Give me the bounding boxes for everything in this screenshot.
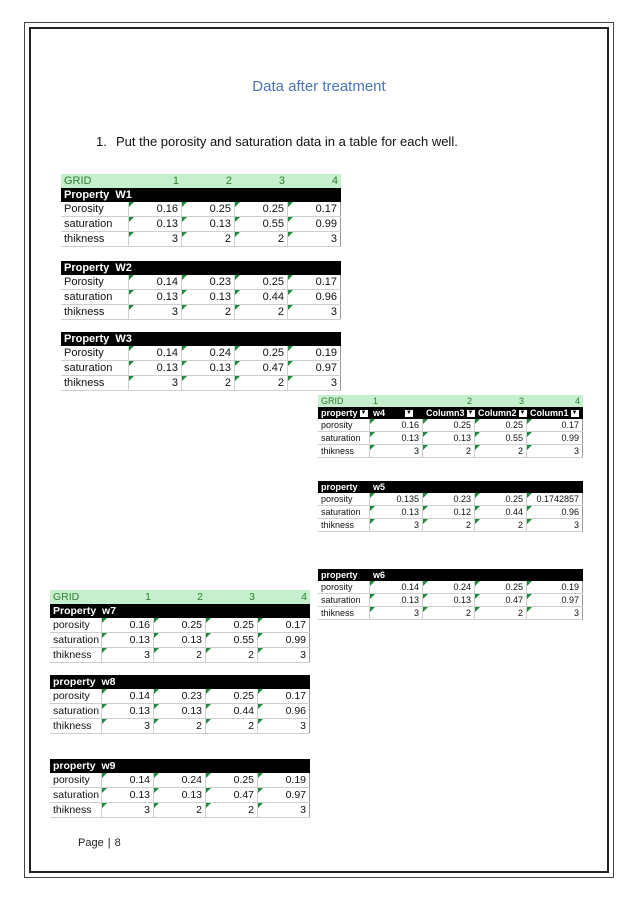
header-cell[interactable]: Column1 ▼	[530, 408, 578, 418]
table-cell: 0.25	[206, 689, 258, 703]
table-cell: 0.25	[235, 202, 288, 216]
table-row	[50, 704, 310, 719]
row-label: Porosity	[61, 346, 129, 360]
grid-col: 1	[373, 396, 379, 406]
table-cell: 0.16	[102, 618, 154, 632]
table-header-row	[50, 759, 310, 773]
table-cell: 0.13	[182, 290, 235, 304]
table-cell: 2	[206, 803, 258, 817]
table-cell: 0.97	[258, 788, 310, 802]
table-header-row	[61, 332, 341, 346]
table-row	[318, 581, 583, 594]
table-w9	[50, 759, 310, 818]
table-cell: 0.17	[288, 202, 341, 216]
table-w4	[318, 395, 583, 458]
table-header-row	[318, 481, 583, 493]
table-cell: 0.25	[235, 275, 288, 289]
table-cell: 0.25	[423, 419, 475, 431]
table-row	[318, 445, 583, 458]
table-row	[61, 217, 341, 232]
header-cell: w5	[373, 482, 386, 492]
list-number: 1.	[96, 134, 107, 149]
table-header-row	[318, 569, 583, 581]
header-cell: Property w7	[53, 605, 117, 617]
table-cell: 2	[206, 648, 258, 662]
table-cell: 0.13	[154, 633, 206, 647]
table-cell: 0.13	[370, 432, 423, 444]
table-cell: 0.14	[102, 689, 154, 703]
table-cell: 0.13	[182, 361, 235, 375]
table-cell: 0.13	[154, 788, 206, 802]
table-cell: 0.24	[154, 773, 206, 787]
table-cell: 2	[475, 519, 527, 531]
filter-dropdown-icon[interactable]: ▼	[360, 410, 367, 417]
grid-col: 2	[197, 591, 203, 603]
table-row	[50, 719, 310, 734]
table-cell: 0.55	[206, 633, 258, 647]
table-cell: 3	[527, 607, 583, 619]
table-row	[61, 202, 341, 217]
table-cell: 3	[288, 232, 341, 246]
table-row	[61, 290, 341, 305]
table-cell: 2	[475, 607, 527, 619]
header-cell: Property W1	[64, 189, 132, 201]
table-cell: 0.17	[258, 689, 310, 703]
table-cell: 2	[423, 519, 475, 531]
table-row	[50, 803, 310, 818]
table-cell: 0.13	[370, 594, 423, 606]
header-cell: Property W3	[64, 333, 132, 345]
table-cell: 0.55	[475, 432, 527, 444]
table-cell: 0.14	[129, 346, 182, 360]
row-label: porosity	[318, 493, 370, 505]
table-cell: 2	[154, 719, 206, 733]
table-cell: 0.13	[423, 432, 475, 444]
table-cell: 2	[206, 719, 258, 733]
row-label: saturation	[50, 633, 102, 647]
row-label: saturation	[61, 290, 129, 304]
row-label: porosity	[50, 618, 102, 632]
table-header-row	[61, 188, 341, 202]
table-row	[318, 594, 583, 607]
table-cell: 0.17	[258, 618, 310, 632]
table-row	[318, 432, 583, 445]
table-row	[50, 648, 310, 663]
page-label: Page	[78, 837, 104, 849]
table-row	[61, 346, 341, 361]
table-cell: 0.19	[258, 773, 310, 787]
table-cell: 3	[370, 445, 423, 457]
table-cell: 0.97	[527, 594, 583, 606]
table-cell: 0.23	[154, 689, 206, 703]
table-cell: 0.25	[475, 419, 527, 431]
table-cell: 2	[182, 376, 235, 390]
table-cell: 0.96	[288, 290, 341, 304]
table-row	[318, 493, 583, 506]
row-label: porosity	[50, 689, 102, 703]
grid-col: 2	[225, 175, 232, 187]
table-cell: 0.96	[258, 704, 310, 718]
table-row	[61, 376, 341, 391]
table-w7	[50, 590, 310, 663]
table-cell: 3	[288, 305, 341, 319]
table-cell: 0.13	[102, 633, 154, 647]
table-cell: 0.13	[182, 217, 235, 231]
table-cell: 0.23	[423, 493, 475, 505]
grid-col: 2	[466, 396, 472, 406]
header-cell	[129, 261, 341, 275]
table-cell: 3	[102, 648, 154, 662]
table-cell: 0.16	[129, 202, 182, 216]
table-cell: 3	[288, 376, 341, 390]
section-heading: Data after treatment	[252, 78, 386, 95]
table-cell: 3	[129, 376, 182, 390]
table-cell: 0.19	[527, 581, 583, 593]
row-label: thikness	[318, 607, 370, 619]
table-cell: 0.25	[475, 493, 527, 505]
table-row	[50, 618, 310, 633]
grid-col: 1	[172, 175, 179, 187]
row-label: saturation	[50, 788, 102, 802]
table-cell: 3	[102, 803, 154, 817]
table-cell: 3	[258, 803, 310, 817]
table-row	[318, 519, 583, 532]
table-cell: 2	[182, 305, 235, 319]
table-cell: 0.99	[288, 217, 341, 231]
table-cell: 0.96	[527, 506, 583, 518]
table-w8	[50, 675, 310, 734]
header-cell	[129, 188, 341, 202]
grid-header-row	[318, 395, 583, 407]
header-cell: property	[321, 570, 358, 580]
table-cell: 2	[423, 445, 475, 457]
table-cell: 0.12	[423, 506, 475, 518]
table-row	[50, 788, 310, 803]
table-cell: 0.25	[206, 773, 258, 787]
row-label: saturation	[61, 361, 129, 375]
grid-label: GRID	[53, 591, 80, 603]
row-label: porosity	[50, 773, 102, 787]
table-cell: 0.16	[370, 419, 423, 431]
table-cell: 0.44	[475, 506, 527, 518]
row-label: porosity	[318, 581, 370, 593]
table-cell: 0.55	[235, 217, 288, 231]
table-cell: 0.17	[527, 419, 583, 431]
table-w5	[318, 481, 583, 532]
table-cell: 0.19	[288, 346, 341, 360]
row-label: thikness	[318, 519, 370, 531]
table-cell: 3	[258, 648, 310, 662]
table-row	[318, 506, 583, 519]
table-w6	[318, 569, 583, 620]
grid-col: 3	[249, 591, 255, 603]
table-cell: 0.25	[206, 618, 258, 632]
list-item	[96, 134, 458, 149]
grid-col: 4	[331, 175, 338, 187]
table-cell: 0.13	[129, 290, 182, 304]
table-row	[61, 361, 341, 376]
row-label: saturation	[50, 704, 102, 718]
table-cell: 0.13	[129, 361, 182, 375]
table-cell: 0.14	[129, 275, 182, 289]
table-row	[61, 232, 341, 247]
header-cell[interactable]: w4 ▼	[373, 408, 412, 418]
header-cell: w6	[373, 570, 386, 580]
grid-label: GRID	[321, 396, 344, 406]
table-cell: 3	[527, 445, 583, 457]
table-cell: 0.47	[206, 788, 258, 802]
header-cell[interactable]: Column2 ▼	[478, 408, 526, 418]
table-cell: 0.47	[475, 594, 527, 606]
table-cell: 2	[423, 607, 475, 619]
table-cell: 2	[235, 305, 288, 319]
table-cell: 0.13	[129, 217, 182, 231]
row-label: thikness	[50, 803, 102, 817]
table-cell: 3	[527, 519, 583, 531]
table-cell: 0.25	[182, 202, 235, 216]
table-cell: 0.14	[102, 773, 154, 787]
grid-col: 4	[301, 591, 307, 603]
row-label: saturation	[318, 432, 370, 444]
filter-dropdown-icon[interactable]: ▼	[406, 410, 412, 417]
row-label: thikness	[61, 305, 129, 319]
table-cell: 0.47	[235, 361, 288, 375]
table-cell: 0.99	[258, 633, 310, 647]
table-cell: 3	[129, 232, 182, 246]
header-cell[interactable]: Column3 ▼	[426, 408, 474, 418]
table-row	[318, 419, 583, 432]
row-label: saturation	[61, 217, 129, 231]
table-cell: 0.99	[527, 432, 583, 444]
grid-col: 3	[278, 175, 285, 187]
grid-header-row	[50, 590, 310, 604]
table-row	[61, 275, 341, 290]
row-label: saturation	[318, 594, 370, 606]
row-label: Porosity	[61, 202, 129, 216]
row-label: thikness	[318, 445, 370, 457]
page-number: 8	[114, 837, 121, 849]
table-cell: 0.17	[288, 275, 341, 289]
list-text: Put the porosity and saturation data in a table for each well.	[116, 134, 458, 149]
table-cell: 3	[370, 607, 423, 619]
table-row	[50, 689, 310, 704]
table-cell: 2	[235, 376, 288, 390]
header-cell[interactable]: property ▼	[321, 408, 367, 418]
table-cell: 2	[154, 648, 206, 662]
header-cell: property w9	[53, 760, 116, 772]
table-cell: 0.25	[235, 346, 288, 360]
table-cell: 0.13	[154, 704, 206, 718]
row-label: thikness	[61, 232, 129, 246]
row-label: saturation	[318, 506, 370, 518]
table-cell: 0.44	[235, 290, 288, 304]
table-cell: 3	[258, 719, 310, 733]
page-footer	[78, 837, 121, 849]
filter-dropdown-icon[interactable]: ▼	[519, 410, 526, 417]
grid-col: 1	[145, 591, 151, 603]
table-row	[61, 305, 341, 320]
table-w1	[61, 174, 341, 247]
table-cell: 0.13	[423, 594, 475, 606]
table-cell: 2	[154, 803, 206, 817]
table-cell: 0.135	[370, 493, 423, 505]
table-w3	[61, 332, 341, 391]
table-row	[318, 607, 583, 620]
grid-label: GRID	[64, 175, 92, 187]
table-cell: 3	[102, 719, 154, 733]
table-w2	[61, 261, 341, 320]
header-cell: Property W2	[64, 262, 132, 274]
table-cell: 0.97	[288, 361, 341, 375]
table-cell: 0.14	[370, 581, 423, 593]
row-label: thikness	[61, 376, 129, 390]
filter-dropdown-icon[interactable]: ▼	[467, 410, 474, 417]
table-cell: 0.13	[370, 506, 423, 518]
table-cell: 3	[370, 519, 423, 531]
table-cell: 0.13	[102, 704, 154, 718]
table-cell: 0.13	[102, 788, 154, 802]
table-cell: 3	[129, 305, 182, 319]
table-header-row	[318, 407, 583, 419]
filter-dropdown-icon[interactable]: ▼	[571, 410, 578, 417]
table-header-row	[50, 675, 310, 689]
header-cell: property	[321, 482, 358, 492]
table-row	[50, 633, 310, 648]
grid-header-row	[61, 174, 341, 188]
row-label: porosity	[318, 419, 370, 431]
footer-separator: |	[107, 837, 111, 849]
table-cell: 0.25	[475, 581, 527, 593]
table-cell: 0.1742857	[527, 493, 583, 505]
table-cell: 2	[182, 232, 235, 246]
header-cell: property w8	[53, 676, 116, 688]
table-cell: 0.44	[206, 704, 258, 718]
row-label: thikness	[50, 648, 102, 662]
table-header-row	[61, 261, 341, 275]
row-label: thikness	[50, 719, 102, 733]
table-cell: 2	[475, 445, 527, 457]
table-row	[50, 773, 310, 788]
table-cell: 2	[235, 232, 288, 246]
header-cell	[129, 332, 341, 346]
grid-col: 3	[518, 396, 524, 406]
table-cell: 0.24	[423, 581, 475, 593]
table-cell: 0.25	[154, 618, 206, 632]
row-label: Porosity	[61, 275, 129, 289]
table-cell: 0.23	[182, 275, 235, 289]
grid-col: 4	[574, 396, 580, 406]
table-header-row	[50, 604, 310, 618]
table-cell: 0.24	[182, 346, 235, 360]
